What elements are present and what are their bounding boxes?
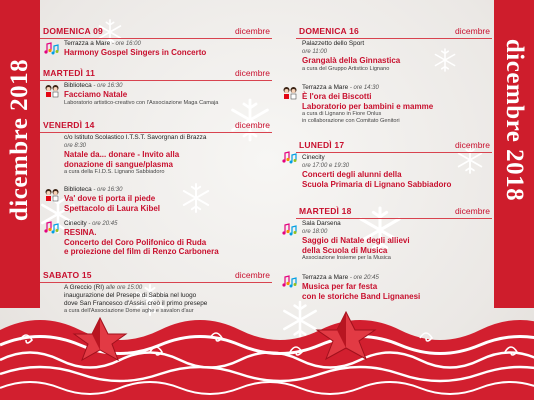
day-name: VENERDÌ 14 <box>43 120 95 130</box>
month-name: dicembre <box>235 26 270 36</box>
day-name: MARTEDÌ 11 <box>43 68 96 78</box>
event-title: Musica per far festa <box>302 282 378 291</box>
music-notes-icon <box>44 41 60 55</box>
event-title: donazione di sangue/plasma <box>64 159 173 169</box>
event-time: - ore 16:00 <box>110 41 141 47</box>
kids-icon <box>282 86 298 100</box>
event-location: Biblioteca <box>64 186 92 193</box>
event-time: ore 8:30 <box>64 143 87 149</box>
event-location: A Greccio (RI) <box>64 284 105 291</box>
event-note: Laboratorio artistico-creativo con l'Associazione Maga Camaja <box>64 99 219 106</box>
day-name: MARTEDÌ 18 <box>299 206 352 216</box>
event-description: inaugurazione del Presepe di Sabbia nel luogo <box>64 292 197 299</box>
event-title: Concerto del Coro Polifonico di Ruda <box>64 237 207 247</box>
day-name: DOMENICA 09 <box>43 26 103 36</box>
left-month-banner <box>0 0 40 308</box>
event-location: Terrazza a Mare <box>302 84 349 91</box>
event-note: a cura di Lignano in Fiore Onlus <box>302 111 382 117</box>
music-notes-icon <box>282 222 298 236</box>
event-location: Palazzetto dello Sport <box>302 40 365 47</box>
event-item <box>64 220 219 257</box>
month-name: dicembre <box>235 68 270 78</box>
day-name: SABATO 15 <box>43 270 92 280</box>
event-title: Spettacolo di Laura Kibel <box>64 203 161 213</box>
event-title: Va' dove ti porta il piede <box>64 194 156 203</box>
kids-icon <box>44 188 60 202</box>
day-header <box>40 270 272 283</box>
event-location: c/o Istituto Scolastico I.T.S.T. Savorgnan di Brazza <box>64 134 207 141</box>
event-location: Cinecity <box>302 154 325 161</box>
month-name: dicembre <box>455 140 490 150</box>
event-title: Facciamo Natale <box>64 90 128 99</box>
event-note: a cura della F.I.D.S. Lignano Sabbiadoro <box>64 169 165 175</box>
event-time: ore 11:00 <box>302 49 327 55</box>
event-title: Harmony Gospel Singers in Concerto <box>64 48 207 57</box>
event-location: Cinecity <box>64 220 87 227</box>
day-header <box>40 26 272 39</box>
music-notes-icon <box>282 150 298 164</box>
event-time: - ore 14:30 <box>348 85 379 91</box>
day-header <box>40 68 272 81</box>
event-note: in collaborazione con Comitato Genitori <box>302 118 400 124</box>
event-note: a cura del Gruppo Artistico Lignano <box>302 65 390 72</box>
day-header <box>40 120 272 133</box>
day-name: LUNEDÌ 17 <box>299 140 345 150</box>
event-item <box>302 84 433 125</box>
event-title: RESINA. <box>64 228 97 237</box>
event-item <box>64 134 206 176</box>
event-time: ore 18:00 <box>302 229 328 235</box>
event-title: con le storiche Band Lignanesi <box>302 291 421 301</box>
event-title: e proiezione del film di Renzo Carbonera <box>64 247 219 256</box>
music-notes-icon <box>282 274 298 288</box>
event-note: a cura dell'Associazione Dome aghe e savalon d'aur <box>64 308 194 314</box>
month-year-label: dicembre 2018 <box>6 58 33 222</box>
event-title: della Scuola di Musica <box>302 245 388 255</box>
day-header <box>296 206 492 219</box>
event-time: alle ore 15:00 <box>104 285 143 291</box>
event-item <box>302 40 400 73</box>
event-location: Terrazza a Mare <box>302 274 349 281</box>
event-title: Natale da... donare - Invito alla <box>64 150 180 159</box>
event-time: - ore 20:45 <box>348 275 379 281</box>
event-item <box>302 154 451 189</box>
event-title: Concerti degli alunni della <box>302 170 402 179</box>
event-item <box>302 220 410 262</box>
right-month-banner <box>494 0 534 308</box>
music-notes-icon <box>44 220 60 234</box>
event-time: - ore 16:30 <box>91 83 123 89</box>
event-item <box>64 82 218 107</box>
event-location: Sala Darsena <box>302 220 341 227</box>
month-name: dicembre <box>455 26 490 36</box>
month-year-label: dicembre 2018 <box>501 38 528 202</box>
day-header <box>296 26 492 39</box>
month-name: dicembre <box>455 206 490 216</box>
event-time: - ore 20:45 <box>86 221 118 227</box>
event-note: Associazione Insieme per la Musica <box>302 255 391 261</box>
event-time: ore 17:00 e 19:30 <box>302 163 350 169</box>
event-item <box>64 40 206 58</box>
event-title: Grangalà della Ginnastica <box>302 56 401 65</box>
day-header <box>296 140 492 153</box>
event-title: È l'ora dei Biscotti <box>302 92 372 101</box>
day-name: DOMENICA 16 <box>299 26 359 36</box>
event-title: Saggio di Natale degli allievi <box>302 236 410 245</box>
right-schedule-column <box>296 26 492 316</box>
event-title: Laboratorio per bambini e mamme <box>302 101 434 111</box>
event-time: - ore 16:30 <box>91 187 123 193</box>
left-schedule-column <box>40 26 272 316</box>
event-title: Scuola Primaria di Lignano Sabbiadoro <box>302 179 452 189</box>
event-description: dove San Francesco d'Assisi creò il primo presepe <box>64 300 208 307</box>
kids-icon <box>44 84 60 98</box>
month-name: dicembre <box>235 270 270 280</box>
event-location: Biblioteca <box>64 82 92 89</box>
month-name: dicembre <box>235 120 270 130</box>
event-item <box>64 186 160 213</box>
bottom-wave-decoration <box>0 290 534 400</box>
event-location: Terrazza a Mare <box>64 40 111 47</box>
